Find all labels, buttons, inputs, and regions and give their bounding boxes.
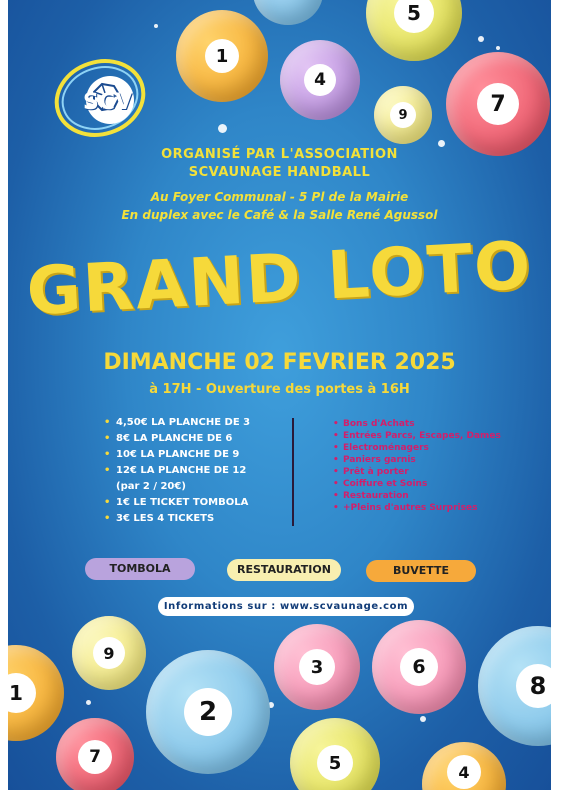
lottery-ball-8-bottom bbox=[478, 626, 551, 746]
website-info: Informations sur : www.scvaunage.com bbox=[158, 597, 414, 616]
lottery-ball-4-top bbox=[280, 40, 360, 120]
event-date: DIMANCHE 02 FEVRIER 2025 bbox=[103, 350, 456, 375]
lottery-ball-1-bottom bbox=[8, 645, 64, 741]
ball-number: 1 bbox=[8, 673, 36, 713]
venue-duplex: En duplex avec le Café & la Salle René Agussol bbox=[121, 208, 438, 222]
lottery-ball-9-bottom bbox=[72, 616, 146, 690]
lottery-ball-7-top bbox=[446, 52, 550, 156]
poster bbox=[8, 0, 551, 790]
restauration-badge: RESTAURATION bbox=[227, 559, 341, 581]
event-title: GRAND LOTO bbox=[24, 226, 535, 331]
ball-number: 7 bbox=[78, 740, 112, 774]
ball-number: 5 bbox=[317, 745, 353, 781]
organizer-line: ORGANISÉ PAR L'ASSOCIATION bbox=[161, 147, 398, 162]
sparkle-dot bbox=[478, 36, 484, 42]
prize-item: • Bons d'Achats bbox=[333, 419, 415, 429]
lottery-ball-9-top bbox=[374, 86, 432, 144]
ball-fragment-top bbox=[253, 0, 323, 25]
ball-number: 3 bbox=[299, 649, 335, 685]
ball-number: 4 bbox=[447, 755, 481, 789]
prize-item: • Paniers garnis bbox=[333, 455, 416, 465]
ball-number: 4 bbox=[304, 64, 336, 96]
lottery-ball-1-top bbox=[176, 10, 268, 102]
sparkle-dot bbox=[496, 46, 500, 50]
prize-item: • Prêt à porter bbox=[333, 467, 409, 477]
ball-number: 9 bbox=[93, 637, 125, 669]
price-item: • 4,50€ LA PLANCHE DE 3 bbox=[104, 417, 251, 428]
price-item: • 12€ LA PLANCHE DE 12 bbox=[104, 465, 247, 476]
prize-item: • Electroménagers bbox=[333, 443, 429, 453]
organizer-name: SCVAUNAGE HANDBALL bbox=[188, 165, 371, 180]
prize-item: • +Pleins d'autres Surprises bbox=[333, 503, 478, 513]
prize-item: • Restauration bbox=[333, 491, 409, 501]
sparkle-dot bbox=[154, 24, 158, 28]
column-divider bbox=[292, 418, 294, 526]
sparkle-dot bbox=[420, 716, 426, 722]
price-item: • 1€ LE TICKET TOMBOLA bbox=[104, 497, 249, 508]
price-item: • 3€ LES 4 TICKETS bbox=[104, 513, 215, 524]
prize-item: • Coiffure et Soins bbox=[333, 479, 428, 489]
ball-number: 8 bbox=[516, 664, 551, 708]
lottery-ball-6-bottom bbox=[372, 620, 466, 714]
logo-text: SCV bbox=[83, 90, 133, 115]
buvette-badge: BUVETTE bbox=[366, 560, 476, 582]
lottery-ball-2-bottom bbox=[146, 650, 270, 774]
price-item: • 10€ LA PLANCHE DE 9 bbox=[104, 449, 240, 460]
lottery-ball-5-top bbox=[366, 0, 462, 61]
ball-number: 7 bbox=[477, 83, 519, 125]
ball-number: 1 bbox=[205, 39, 239, 73]
sparkle-dot bbox=[86, 700, 91, 705]
ball-number: 6 bbox=[400, 648, 438, 686]
lottery-ball-3-bottom bbox=[274, 624, 360, 710]
sparkle-dot bbox=[218, 124, 227, 133]
lottery-ball-7-bottom bbox=[56, 718, 134, 790]
ball-number: 5 bbox=[394, 0, 434, 33]
sparkle-dot bbox=[438, 140, 445, 147]
ball-number: 2 bbox=[184, 688, 232, 736]
venue-address: Au Foyer Communal - 5 Pl de la Mairie bbox=[150, 190, 409, 204]
prize-item: • Entrées Parcs, Escapes, Dames bbox=[333, 431, 501, 441]
price-list bbox=[104, 415, 250, 527]
lottery-ball-4-bottom bbox=[422, 742, 506, 790]
event-time: à 17H - Ouverture des portes à 16H bbox=[149, 382, 410, 397]
price-item: • 8€ LA PLANCHE DE 6 bbox=[104, 433, 233, 444]
prize-list bbox=[333, 418, 501, 514]
ball-number: 9 bbox=[390, 102, 416, 128]
price-item: (par 2 / 20€) bbox=[116, 481, 186, 492]
tombola-badge: TOMBOLA bbox=[85, 558, 195, 580]
lottery-ball-5-bottom bbox=[290, 718, 380, 790]
